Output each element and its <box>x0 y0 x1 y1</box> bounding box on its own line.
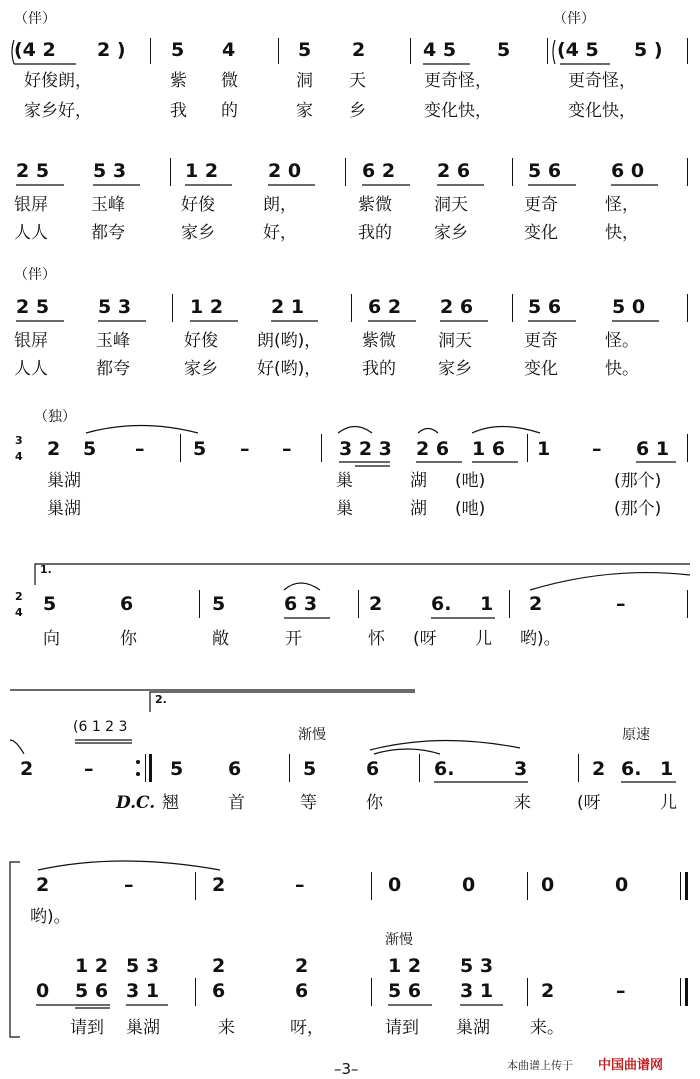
page-number: –3– <box>334 1060 359 1078</box>
rest: 0 <box>36 980 50 1002</box>
note: 5 <box>497 39 511 61</box>
note: 2 <box>352 39 366 61</box>
lyric: 等 <box>300 793 317 813</box>
note: 6 <box>366 758 380 780</box>
rest: 0 <box>541 874 555 896</box>
note: 6 <box>212 980 226 1002</box>
lyric: 怪， <box>605 195 639 215</box>
lyric: 银屏 <box>14 331 48 351</box>
lyric: 敞 <box>212 629 229 649</box>
note-group: 2 ) <box>97 39 126 61</box>
lyric: 玉峰 <box>91 195 125 215</box>
time-signature-bottom: 4 <box>15 606 23 619</box>
lyric: 你 <box>366 793 383 813</box>
lyric: 巢 <box>336 471 353 491</box>
da-capo-mark: D.C. <box>116 793 156 813</box>
lyric: 更奇怪， <box>424 71 492 91</box>
time-signature-top: 2 <box>15 590 23 603</box>
note-group: 6 2 <box>368 296 402 318</box>
note-group: 5 6 <box>75 980 109 1002</box>
lyric: 银屏 <box>14 195 48 215</box>
lyric: 变化快， <box>568 101 636 121</box>
lyric: (呀 <box>413 629 437 649</box>
grace-notes: (6 1 2 3 <box>73 719 128 735</box>
note-group: 4 5 <box>423 39 457 61</box>
note: 2 <box>47 438 61 460</box>
lyric: 好， <box>263 223 297 243</box>
note-group: 5 3 <box>93 160 127 182</box>
note: 2 <box>212 874 226 896</box>
volta-label: 2. <box>155 693 167 706</box>
lyric: 湖 <box>410 471 427 491</box>
lyric: 都夸 <box>91 223 125 243</box>
lyric: 我的 <box>358 223 392 243</box>
lyric: 我 <box>170 101 187 121</box>
note-group: 5 3 <box>98 296 132 318</box>
left-paren <box>553 40 555 64</box>
lyric: 好俊 <box>184 331 218 351</box>
lyric: (吔) <box>455 471 486 491</box>
note: 5 <box>193 438 207 460</box>
lyric: 巢湖 <box>126 1018 160 1038</box>
dash: – <box>135 438 145 460</box>
upper-voice-notes: 5 3 <box>126 955 160 977</box>
lyric: (呀 <box>577 793 601 813</box>
lyric: 都夸 <box>96 359 130 379</box>
lyric: 请到 <box>385 1018 419 1038</box>
tie-arc <box>38 861 220 870</box>
slur-arc <box>338 427 372 434</box>
note-group: 1 6 <box>472 438 506 460</box>
lyric: 湖 <box>410 499 427 519</box>
time-signature-top: 3 <box>15 434 23 447</box>
tie-arc <box>10 740 24 754</box>
lyric: 人人 <box>14 223 48 243</box>
slur-arc <box>418 429 438 434</box>
note-group: 3 1 <box>460 980 494 1002</box>
note-group: 6 1 <box>636 438 670 460</box>
note-group: 5 0 <box>612 296 646 318</box>
solo-mark: （独） <box>34 409 76 425</box>
lyric: 家乡 <box>181 223 215 243</box>
lyric: 乡 <box>349 101 366 121</box>
ritardando-mark: 渐慢 <box>298 727 326 743</box>
lyric: 紫微 <box>358 195 392 215</box>
lyric: (吔) <box>455 499 486 519</box>
accompaniment-mark: （伴） <box>14 11 56 27</box>
lyric: 家乡 <box>434 223 468 243</box>
lyric: 请到 <box>70 1018 104 1038</box>
note-group: 3 2 3 <box>339 438 392 460</box>
note: 2 <box>20 758 34 780</box>
lyric: 天 <box>349 71 366 91</box>
note: 2 <box>541 980 555 1002</box>
note: 3 <box>514 758 528 780</box>
lyric: 洞天 <box>438 331 472 351</box>
volta-bracket <box>150 692 415 712</box>
lyric: 我的 <box>362 359 396 379</box>
lyric: 儿 <box>475 629 492 649</box>
lyric: 来 <box>218 1018 235 1038</box>
note: 5 <box>212 593 226 615</box>
note: 6 <box>295 980 309 1002</box>
lyric: 紫 <box>170 71 187 91</box>
note-group: 3 1 <box>126 980 160 1002</box>
note-group: 1 2 <box>185 160 219 182</box>
dash: – <box>282 438 292 460</box>
note: 6. <box>431 593 452 615</box>
upper-voice-notes: 2 <box>212 955 226 977</box>
note-group: 1 2 <box>190 296 224 318</box>
lyric: 巢湖 <box>47 499 81 519</box>
lyric: (那个) <box>614 471 662 491</box>
lyric: 更奇怪， <box>568 71 636 91</box>
dash: – <box>295 874 305 896</box>
note-group: 6 0 <box>611 160 645 182</box>
lyric: 朗(哟)， <box>257 331 322 351</box>
lyric: 好俊 <box>181 195 215 215</box>
note: 2 <box>529 593 543 615</box>
lyric: 来。 <box>530 1018 564 1038</box>
slur-arc <box>374 749 440 754</box>
lyric: 洞 <box>296 71 313 91</box>
tie-arc <box>370 740 520 750</box>
ritardando-mark: 渐慢 <box>385 932 413 948</box>
upper-voice-notes: 5 3 <box>460 955 494 977</box>
dash: – <box>84 758 94 780</box>
note-group: 2 1 <box>271 296 305 318</box>
slur-arc <box>472 427 540 434</box>
lyric: 巢 <box>336 499 353 519</box>
accompaniment-mark: （伴） <box>14 267 56 283</box>
note-group: 2 6 <box>416 438 450 460</box>
lyric: 怪。 <box>605 331 639 351</box>
lyric: 快。 <box>605 359 639 379</box>
a-tempo-mark: 原速 <box>622 727 650 743</box>
lyric: 家乡 <box>438 359 472 379</box>
note-group: (4 5 <box>557 39 599 61</box>
tie-arc <box>530 573 690 590</box>
upper-voice-notes: 1 2 <box>388 955 422 977</box>
rest: 0 <box>462 874 476 896</box>
note: 5 <box>298 39 312 61</box>
rest: 0 <box>388 874 402 896</box>
lyric: 开 <box>285 629 302 649</box>
dash: – <box>592 438 602 460</box>
lyric: 儿 <box>660 793 677 813</box>
lyric: 翘 <box>162 793 179 813</box>
note: 2 <box>36 874 50 896</box>
tie-arc <box>86 426 198 434</box>
accompaniment-mark: （伴） <box>553 11 595 27</box>
note: 5 <box>303 758 317 780</box>
slur-arc <box>284 583 320 590</box>
note: 5 <box>43 593 57 615</box>
dash: – <box>616 980 626 1002</box>
note-group: 2 5 <box>16 296 50 318</box>
lyric: 变化快， <box>424 101 492 121</box>
lyric: 紫微 <box>362 331 396 351</box>
upper-voice-notes: 2 <box>295 955 309 977</box>
lyric: 巢湖 <box>456 1018 490 1038</box>
note: 1 <box>480 593 494 615</box>
note-group: 6 3 <box>284 593 318 615</box>
lyric: 巢湖 <box>47 471 81 491</box>
note: 5 <box>83 438 97 460</box>
volta-bracket <box>35 564 690 585</box>
lyric: 更奇 <box>524 331 558 351</box>
upload-note: 本曲谱上传于 <box>507 1059 573 1072</box>
note-group: 5 6 <box>388 980 422 1002</box>
lyric: 呀， <box>290 1018 324 1038</box>
lyric: 好(哟)， <box>257 359 322 379</box>
note: 5 <box>170 758 184 780</box>
note-group: 2 5 <box>16 160 50 182</box>
rest: 0 <box>615 874 629 896</box>
lyric: 家 <box>296 101 313 121</box>
dash: – <box>240 438 250 460</box>
note: 2 <box>592 758 606 780</box>
lyric: 家乡 <box>184 359 218 379</box>
lyric: 好俊朗， <box>24 71 92 91</box>
lyric: 哟)。 <box>520 629 561 649</box>
lyric: 你 <box>120 629 137 649</box>
system-bracket <box>10 862 20 1037</box>
upper-voice-notes: 1 2 <box>75 955 109 977</box>
lyric: 怀 <box>368 629 385 649</box>
note: 6 <box>120 593 134 615</box>
lyric: 来 <box>514 793 531 813</box>
note: 6. <box>434 758 455 780</box>
lyric: 变化 <box>524 359 558 379</box>
lyric: 变化 <box>524 223 558 243</box>
note-group: (4 2 <box>14 39 56 61</box>
note: 6 <box>228 758 242 780</box>
dash: – <box>616 593 626 615</box>
time-signature-bottom: 4 <box>15 450 23 463</box>
note-group: 2 0 <box>268 160 302 182</box>
lyric: 家乡好， <box>24 101 92 121</box>
note: 4 <box>222 39 236 61</box>
lyric: 向 <box>43 629 60 649</box>
note-group: 5 ) <box>634 39 663 61</box>
note-group: 6 2 <box>362 160 396 182</box>
lyric: 首 <box>228 793 245 813</box>
note: 6. <box>621 758 642 780</box>
lyric: 的 <box>221 101 238 121</box>
lyric: 更奇 <box>524 195 558 215</box>
note-group: 2 6 <box>440 296 474 318</box>
site-logo-text[interactable]: 中国曲谱网 <box>598 1058 664 1073</box>
note-group: 2 6 <box>437 160 471 182</box>
note-group: 5 6 <box>528 296 562 318</box>
lyric: (那个) <box>614 499 662 519</box>
note: 1 <box>660 758 674 780</box>
lyric: 玉峰 <box>96 331 130 351</box>
note: 1 <box>537 438 551 460</box>
note-group: 5 6 <box>528 160 562 182</box>
left-paren <box>12 40 14 64</box>
note: 2 <box>369 593 383 615</box>
dash: – <box>124 874 134 896</box>
note: 5 <box>171 39 185 61</box>
lyric: 哟)。 <box>30 907 71 927</box>
lyric: 洞天 <box>434 195 468 215</box>
lyric: 朗， <box>263 195 297 215</box>
lyric: 快， <box>605 223 639 243</box>
volta-label: 1. <box>40 563 52 576</box>
lyric: 微 <box>221 71 238 91</box>
lyric: 人人 <box>14 359 48 379</box>
